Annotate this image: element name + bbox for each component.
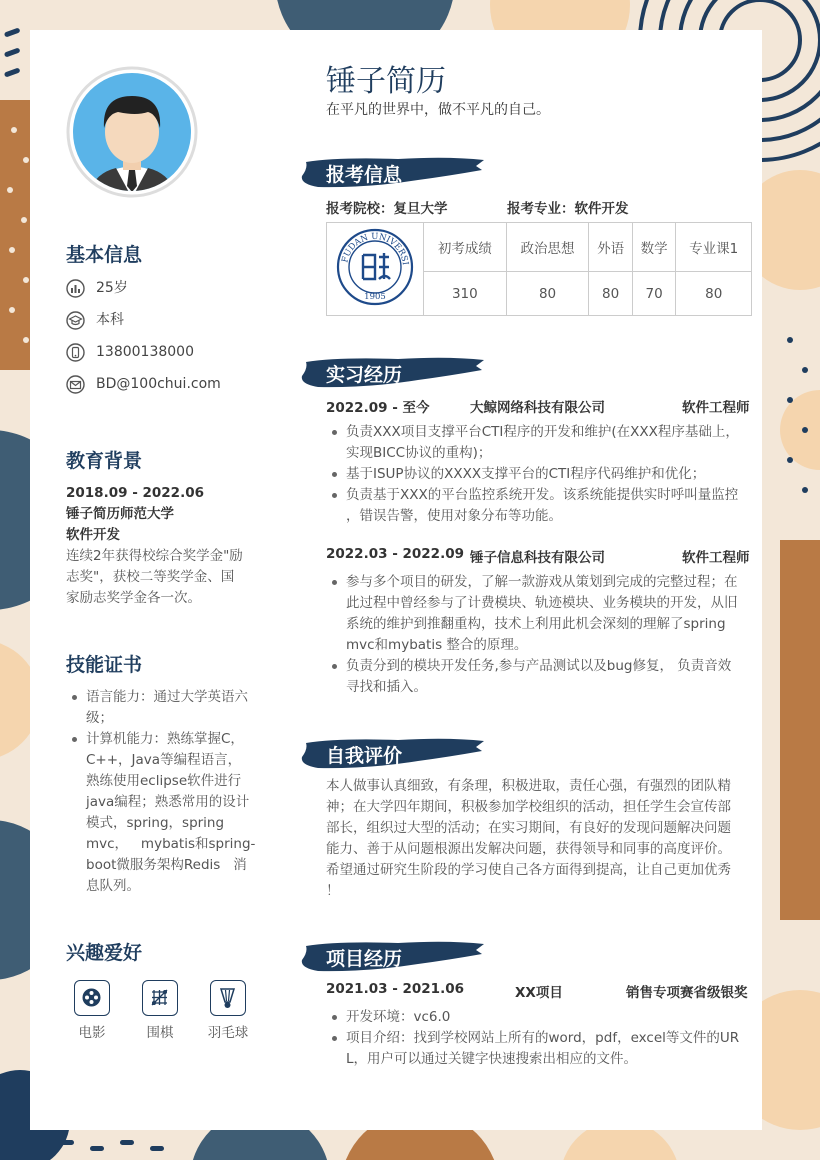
education-heading: 教育背景 bbox=[66, 450, 143, 472]
internship-section-heading: 实习经历 bbox=[298, 354, 486, 392]
list-item: 负责XXX项目支撑平台CTI程序的开发和维护(在XXX程序基础上， 实现BICC协议的重构)； bbox=[346, 422, 776, 464]
exam-section-heading: 报考信息 bbox=[298, 154, 486, 192]
self-eval-section-heading: 自我评价 bbox=[298, 735, 486, 773]
skills-list bbox=[66, 687, 286, 897]
svg-text:1905: 1905 bbox=[364, 292, 386, 302]
score-value: 310 bbox=[424, 272, 507, 316]
score-header: 外语 bbox=[589, 223, 633, 272]
hobby-label-movie: 电影 bbox=[78, 1025, 106, 1041]
skills-heading: 技能证书 bbox=[66, 654, 143, 676]
project-award: 销售专项赛省级银奖 bbox=[626, 985, 748, 1001]
list-item: 开发环境：vc6.0 bbox=[346, 1007, 776, 1028]
score-value: 70 bbox=[632, 272, 676, 316]
list-item: 负责分到的模块开发任务,参与产品测试以及bug修复， 负责音效 寻找和插入。 bbox=[346, 656, 776, 698]
chart-icon bbox=[66, 279, 85, 298]
score-value: 80 bbox=[676, 272, 752, 316]
phone-icon bbox=[66, 343, 85, 362]
score-header: 初考成绩 bbox=[424, 223, 507, 272]
university-seal-cell bbox=[327, 223, 424, 316]
job-company: 大鲸网络科技有限公司 bbox=[470, 400, 605, 416]
self-eval-text: 本人做事认真细致，有条理，积极进取，责任心强，有强烈的团队精 神；在大学四年期间，积极参加学校组织的活动，担任学生会宣传部 部长，组织过大型的活动；在实习期间，有良好的发现问题解决问题 能力、善于从问题根源出发解决问题，获得领导和同事的高度评价。 希望通过研究生阶段的学习使自己各方面得到提高，让自己更加优秀 ！ bbox=[326, 778, 731, 899]
job-role: 软件工程师 bbox=[682, 550, 750, 566]
score-value: 80 bbox=[506, 272, 589, 316]
graduation-cap-icon bbox=[66, 311, 85, 330]
project-bullets bbox=[326, 1007, 776, 1070]
score-header: 专业课1 bbox=[676, 223, 752, 272]
list-item: 计算机能力：熟练掌握C， C++，Java等编程语言， 熟练使用eclipse软件进行 java编程；熟悉常用的设计 模式，spring，spring mvc， mybatis和spring- boot微服务架构Redis 消 息队列。 bbox=[86, 729, 286, 897]
resume-name: 锤子简历 bbox=[326, 64, 446, 99]
university-seal-icon bbox=[335, 227, 415, 307]
score-header: 政治思想 bbox=[506, 223, 589, 272]
job-bullets bbox=[326, 572, 776, 698]
project-period: 2021.03 - 2021.06 bbox=[326, 981, 464, 997]
phone-text: 13800138000 bbox=[96, 344, 194, 360]
hobby-label-go: 围棋 bbox=[146, 1025, 174, 1041]
job-role: 软件工程师 bbox=[682, 400, 750, 416]
score-header: 数学 bbox=[632, 223, 676, 272]
hobby-label-badminton: 羽毛球 bbox=[207, 1025, 249, 1041]
job-period: 2022.09 - 至今 bbox=[326, 400, 430, 416]
degree-text: 本科 bbox=[96, 312, 124, 328]
list-item: 参与多个项目的研发，了解一款游戏从策划到完成的完整过程；在 此过程中曾经参与了计费模块、轨迹模块、业务模块的开发，从旧 系统的维护到推翻重构，技术上利用此机会深刻的理解了spring mvc和mybatis 整合的原理。 bbox=[346, 572, 776, 656]
project-name: XX项目 bbox=[515, 985, 563, 1001]
job-bullets bbox=[326, 422, 776, 527]
shuttlecock-icon bbox=[210, 980, 246, 1016]
list-item: 负责基于XXX的平台监控系统开发。该系统能提供实时呼叫量监控 ，错误告警，使用对象分布等功能。 bbox=[346, 485, 776, 527]
list-item: 语言能力：通过大学英语六 级； bbox=[86, 687, 286, 729]
project-section-heading: 项目经历 bbox=[298, 938, 486, 976]
email-icon bbox=[66, 375, 85, 394]
education-school: 锤子简历师范大学 bbox=[66, 506, 174, 522]
film-reel-icon bbox=[74, 980, 110, 1016]
exam-school-label: 报考院校：复旦大学 bbox=[326, 201, 448, 217]
basic-info-heading: 基本信息 bbox=[66, 244, 143, 266]
exam-score-table bbox=[326, 222, 752, 316]
age-text: 25岁 bbox=[96, 280, 128, 296]
education-period: 2018.09 - 2022.06 bbox=[66, 485, 204, 501]
resume-motto: 在平凡的世界中，做不平凡的自己。 bbox=[326, 102, 550, 118]
go-board-icon bbox=[142, 980, 178, 1016]
list-item: 基于ISUP协议的XXXX支撑平台的CTI程序代码维护和优化； bbox=[346, 464, 776, 485]
email-text: BD@100chui.com bbox=[96, 376, 221, 392]
list-item: 项目介绍：找到学校网站上所有的word，pdf，excel等文件的UR L，用户可以通过关键字快速搜索出相应的文件。 bbox=[346, 1028, 776, 1070]
job-period: 2022.03 - 2022.09 bbox=[326, 546, 464, 562]
score-value: 80 bbox=[589, 272, 633, 316]
hobbies-heading: 兴趣爱好 bbox=[66, 942, 143, 964]
job-company: 锤子信息科技有限公司 bbox=[470, 550, 605, 566]
svg-text:FUDAN UNIVERSITY: FUDAN UNIVERSI bbox=[340, 231, 410, 266]
education-description: 连续2年获得校综合奖学金"励 志奖"，获校二等奖学金、国 家励志奖学金各一次。 bbox=[66, 548, 243, 606]
exam-major-label: 报考专业：软件开发 bbox=[507, 201, 629, 217]
education-major: 软件开发 bbox=[66, 527, 120, 543]
avatar bbox=[66, 66, 198, 198]
